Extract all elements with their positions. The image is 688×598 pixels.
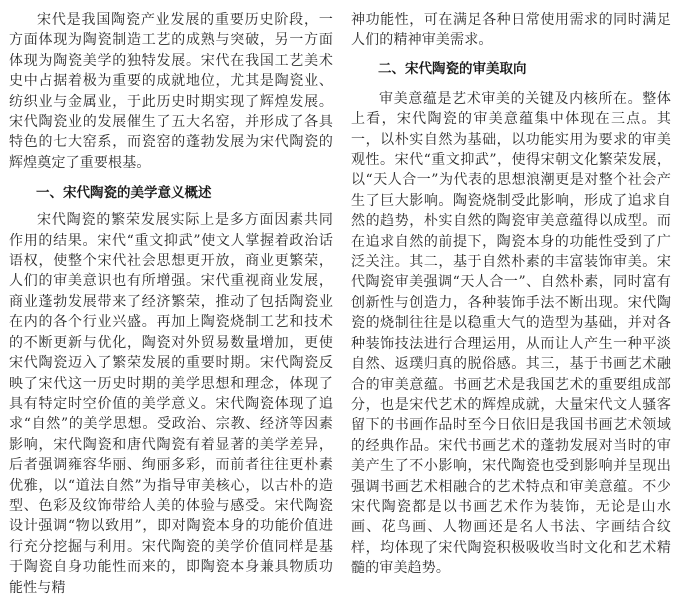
- section-1-heading: 一、宋代陶瓷的美学意义概述: [36, 185, 212, 202]
- intro-paragraph: 宋代是我国陶瓷产业发展的重要历史阶段，一方面体现为陶瓷制造工艺的成熟与突破，另一方面体现为陶瓷美学的独特发展。宋代在我国工艺美术史中占据着极为重要的成就地位，尤其是陶瓷业、纺织业与金属业，于此历史时期实现了辉煌发展。宋代陶瓷业的发展催生了五大名窑，并形成了各具特色的七大窑系，而瓷窑的蓬勃发展为宋代陶瓷的辉煌奠定了重要根基。: [9, 12, 333, 171]
- section-2-heading: 二、宋代陶瓷的审美取向: [378, 60, 527, 77]
- section-1-paragraph: 宋代陶瓷的繁荣发展实际上是多方面因素共同作用的结果。宋代“重文抑武”使文人掌握着政治话语权，使整个宋代社会思想更开放，商业更繁荣，人们的审美意识也有所增强。宋代重视商业发展，商业蓬勃发展带来了经济繁荣，推动了包括陶瓷业在内的各个行业兴盛。再加上陶瓷烧制工艺和技术的不断更新与优化，陶瓷对外贸易数量增加，更使宋代陶瓷迈入了繁荣发展的重要时期。宋代陶瓷反映了宋代这一历史时期的美学思想和理念，体现了具有特定时空价值的美学意义。宋代陶瓷体现了追求“自然”的美学思想。受政治、宗教、经济等因素影响，宋代陶瓷和唐代陶瓷有着显著的美学差异，后者强调雍容华丽、绚丽多彩，而前者往往更朴素优雅，以“道法自然”为指导审美核心，以古朴的造型、色彩及纹饰带给人美的体验与感受。宋代陶瓷设计强调“物以致用”，即对陶瓷本身的功能价值进行充分挖掘与利用。宋代陶瓷的美学价值同样是基于陶瓷自身功能性而来的，即陶瓷本身兼具物质功能性与精: [9, 212, 333, 596]
- section-2-paragraph: 审美意蕴是艺术审美的关键及内核所在。整体上看，宋代陶瓷的审美意蕴集中体现在三点。其一，以朴实自然为基础，以功能实用为要求的审美观性。宋代“重文抑武”，使得宋朝文化繁荣发展，以“天人合一”为代表的思想浪潮更是对整个社会产生了巨大影响。陶瓷烧制受此影响，形成了追求自然的趋势，朴实自然的陶瓷审美意蕴得以成型。而在追求自然的前提下，陶瓷本身的功能性受到了广泛关注。其二，基于自然朴素的丰富装饰审美。宋代陶瓷审美强调“天人合一”、自然朴素，同时富有创新性与创造力，各种装饰手法不断出现。宋代陶瓷的烧制往往是以稳重大气的造型为基础，并对各种装饰技法进行合理运用，从而让人产生一种平淡自然、返璞归真的脱俗感。其三，基于书画艺术融合的审美意蕴。书画艺术是我国艺术的重要组成部分，也是宋代艺术的辉煌成就，大量宋代文人骚客留下的书画作品时至今日依旧是我国书画艺术领域的经典作品。宋代书画艺术的蓬勃发展对当时的审美产生了不小影响，宋代陶瓷也受到影响并呈现出强调书画艺术相融合的艺术特点和审美意蕴。不少宋代陶瓷都是以书画艺术作为装饰，无论是山水画、花鸟画、人物画还是名人书法、字画结合纹样，均体现了宋代陶瓷积极吸收当时文化和艺术精髓的审美趋势。: [351, 90, 671, 577]
- right-column: [351, 10, 671, 579]
- continuation-paragraph: 神功能性，可在满足各种日常使用需求的同时满足人们的精神审美需求。: [351, 12, 671, 49]
- left-column: [9, 10, 333, 598]
